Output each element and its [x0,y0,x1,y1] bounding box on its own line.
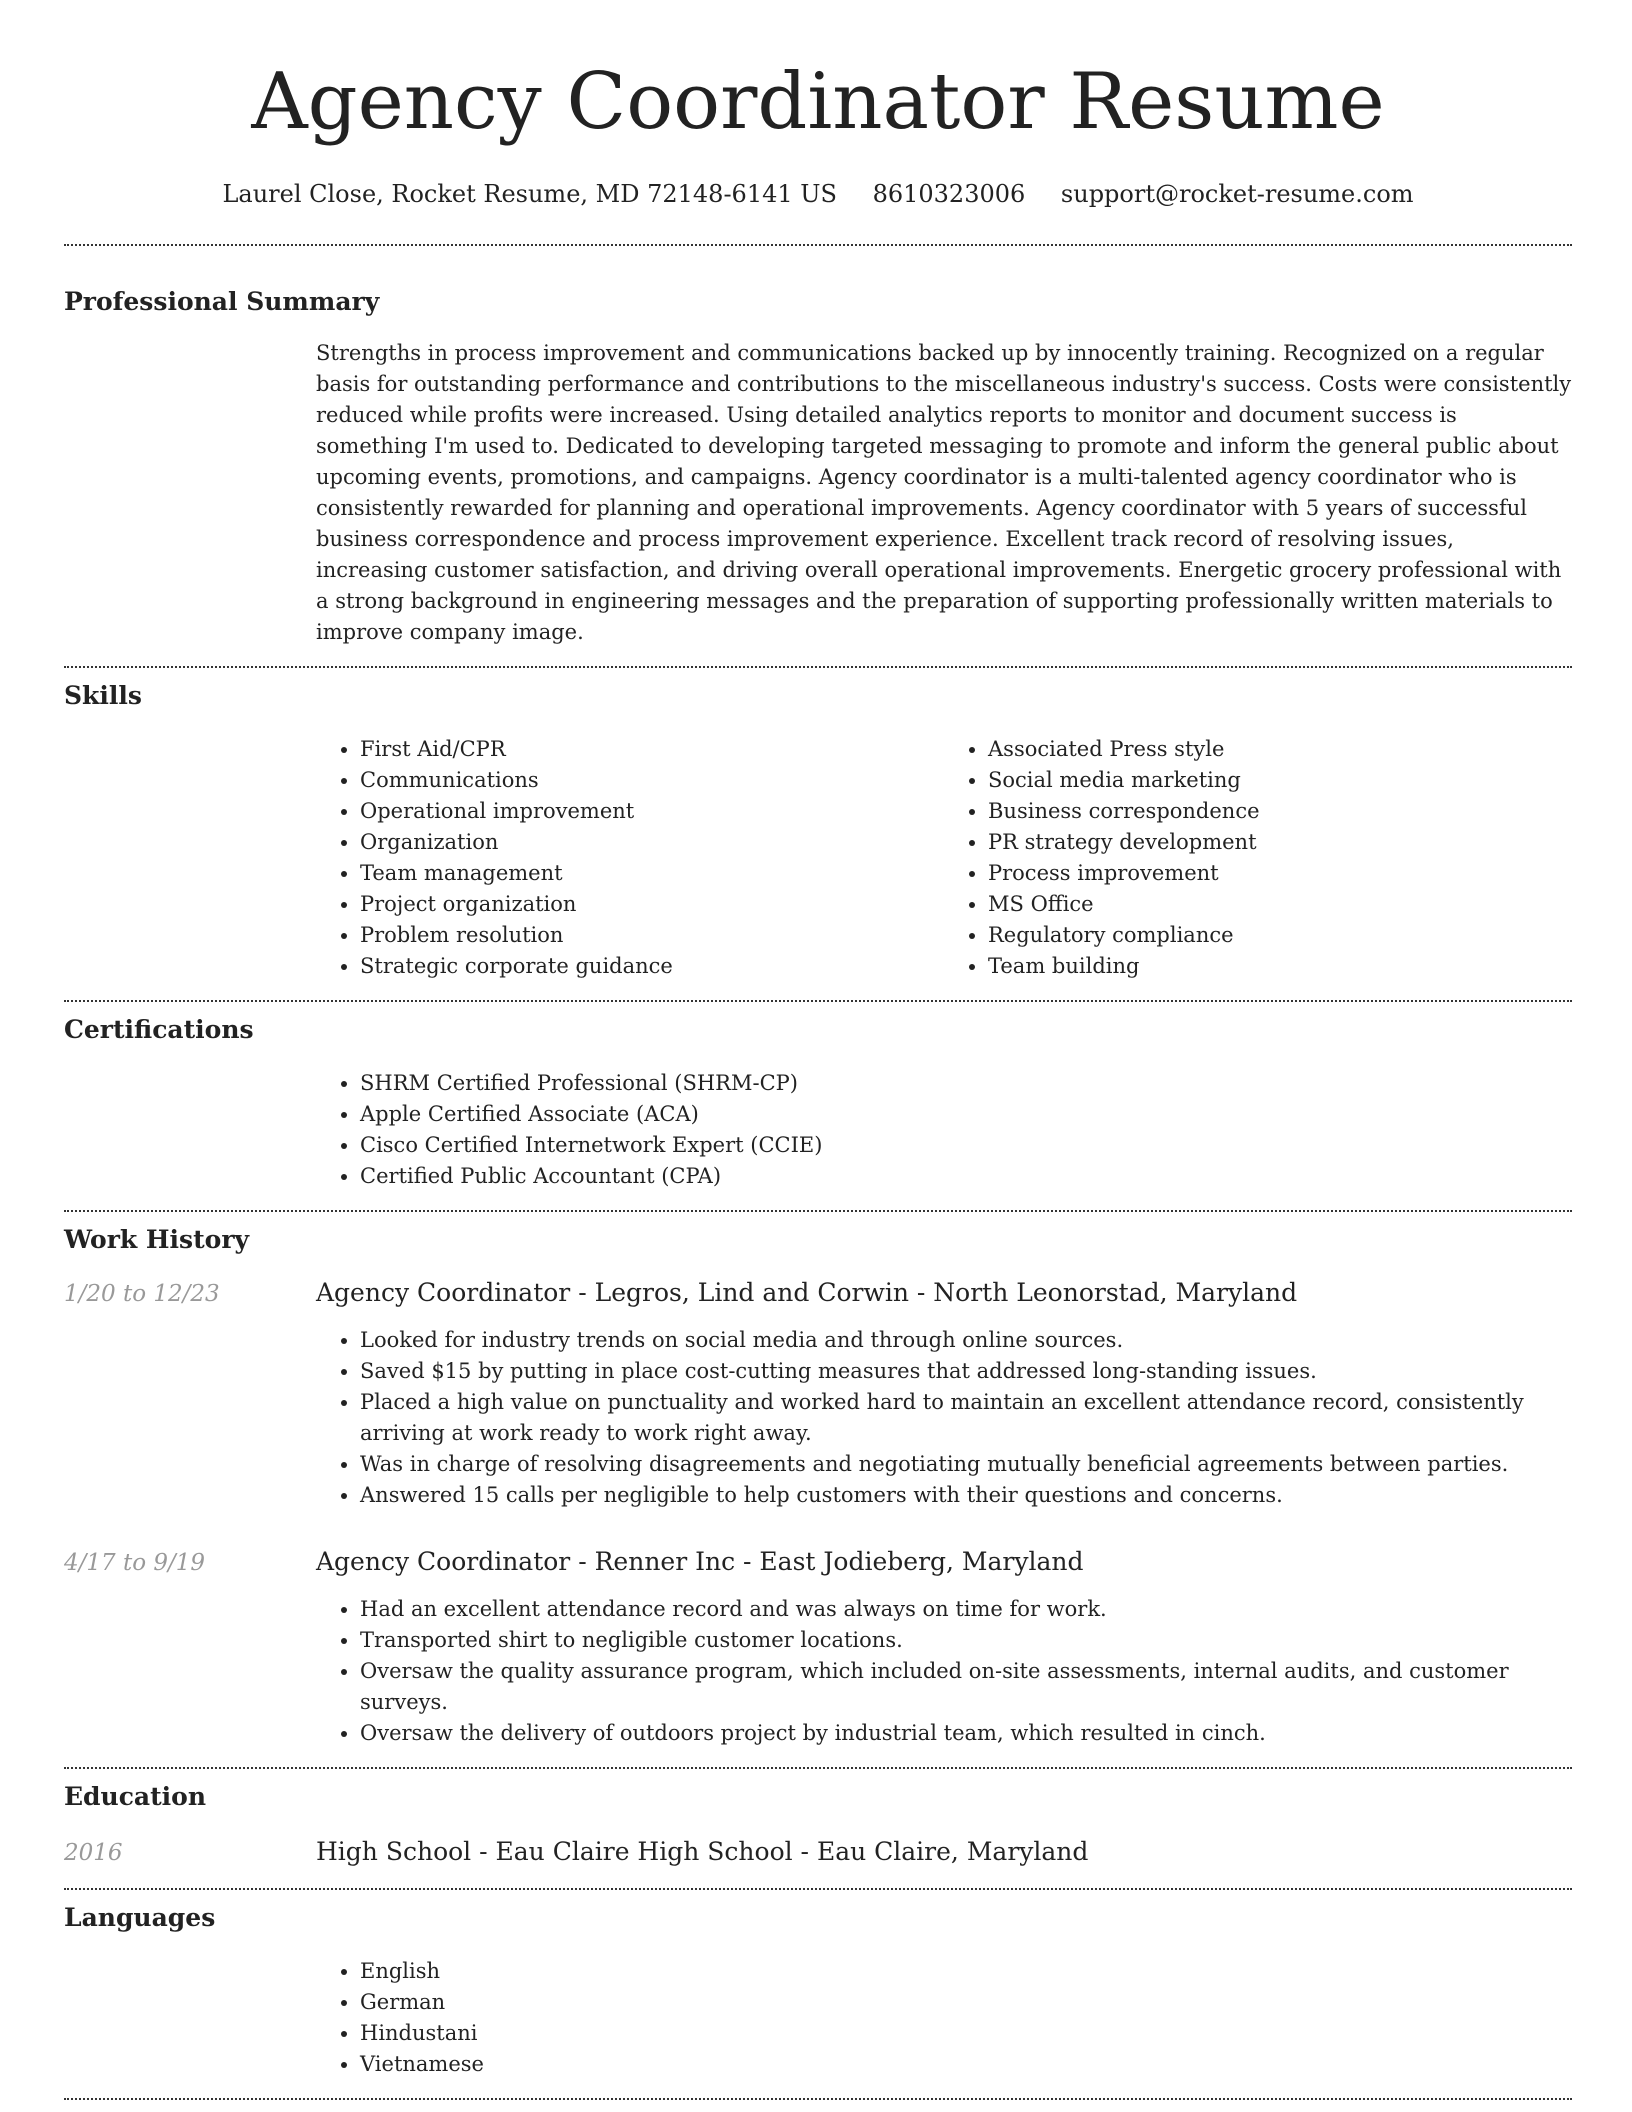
job-bullet: • Oversaw the delivery of outdoors project by industrial team, which resulted in cinch. [360,1718,1572,1749]
skill-item: • First Aid/CPR [360,734,944,765]
skill-item: • Regulatory compliance [988,920,1572,951]
divider [64,1000,1572,1002]
language-item: • German [360,1987,1572,2018]
section-heading-languages: Languages [64,1903,216,1932]
job-entry [64,1276,1572,1511]
job-bullet: • Placed a high value on punctuality and worked hard to maintain an excellent attendance record, consistently arriving at work ready to work right away. [360,1387,1572,1449]
job-bullet: • Transported shirt to negligible customer locations. [360,1625,1572,1656]
certification-item: • Cisco Certified Internetwork Expert (CCIE) [360,1130,1572,1161]
section-heading-summary: Professional Summary [64,287,380,316]
education-title: High School - Eau Claire High School - Eau Claire, Maryland [316,1837,1089,1866]
skill-item: • Associated Press style [988,734,1572,765]
skill-item: • Team management [360,858,944,889]
job-bullet: • Had an excellent attendance record and was always on time for work. [360,1594,1572,1625]
divider [64,1767,1572,1769]
contact-email[interactable]: support@rocket-resume.com [1060,180,1414,208]
skill-item: • Project organization [360,889,944,920]
job-bullets [316,1594,1572,1749]
job-header [64,1545,1572,1580]
job-bullet: • Was in charge of resolving disagreements and negotiating mutually beneficial agreements between parties. [360,1449,1572,1480]
certification-item: • SHRM Certified Professional (SHRM-CP) [360,1068,1572,1099]
job-bullet: • Oversaw the quality assurance program, which included on-site assessments, internal audits, and customer surveys. [360,1656,1572,1718]
certifications-content [316,1068,1572,1192]
skill-item: • Strategic corporate guidance [360,951,944,982]
job-header [64,1276,1572,1311]
skill-item: • Problem resolution [360,920,944,951]
summary-text: Strengths in process improvement and communications backed up by innocently training. Recognized on a regular basis for outstanding performance and contributions to the miscellaneous industry's success. Costs were consistently reduced while profits were increased. Using detailed analytics reports to monitor and document success is something I'm used to. Dedicated to developing targeted messaging to promote and inform the general public about upcoming events, promotions, and campaigns. Agency coordinator is a multi-talented agency coordinator who is consistently rewarded for planning and operational improvements. Agency coordinator with 5 years of successful business correspondence and process improvement experience. Excellent track record of resolving issues, increasing customer satisfaction, and driving overall operational improvements. Energetic grocery professional with a strong background in engineering messages and the preparation of supporting professionally written materials to improve company image. [316,341,1572,644]
summary-content [316,338,1572,648]
skill-item: • Team building [988,951,1572,982]
job-dates: 4/17 to 9/19 [64,1550,206,1576]
section-heading-certifications: Certifications [64,1015,254,1044]
section-heading-skills: Skills [64,681,142,710]
job-title: Agency Coordinator - Legros, Lind and Corwin - North Leonorstad, Maryland [316,1278,1298,1307]
skill-item: • Process improvement [988,858,1572,889]
contact-line [64,178,1572,210]
skills-content [316,734,1572,982]
job-title: Agency Coordinator - Renner Inc - East Jodieberg, Maryland [316,1547,1084,1576]
certification-item: • Apple Certified Associate (ACA) [360,1099,1572,1130]
skill-item: • PR strategy development [988,827,1572,858]
section-heading-work-history: Work History [64,1225,250,1254]
languages-list [316,1956,1572,2080]
contact-phone: 8610323006 [872,180,1026,208]
languages-content [316,1956,1572,2080]
education-entry [64,1835,1572,1870]
job-bullet: • Looked for industry trends on social media and through online sources. [360,1325,1572,1356]
job-bullet: • Answered 15 calls per negligible to help customers with their questions and concerns. [360,1480,1572,1511]
language-item: • English [360,1956,1572,1987]
skill-item: • Business correspondence [988,796,1572,827]
skill-item: • MS Office [988,889,1572,920]
language-item: • Hindustani [360,2018,1572,2049]
resume-title: Agency Coordinator Resume [251,57,1385,147]
education-year: 2016 [64,1840,123,1866]
job-dates: 1/20 to 12/23 [64,1281,220,1307]
divider [64,244,1572,246]
divider [64,666,1572,668]
divider [64,1210,1572,1212]
job-bullets [316,1325,1572,1511]
resume-page [64,0,1572,2100]
skill-item: • Social media marketing [988,765,1572,796]
language-item: • Vietnamese [360,2049,1572,2080]
skills-list-left [316,734,944,982]
section-heading-education: Education [64,1782,207,1811]
skill-item: • Operational improvement [360,796,944,827]
divider [64,1888,1572,1890]
contact-address: Laurel Close, Rocket Resume, MD 72148-6141 US [222,180,837,208]
job-bullet: • Saved $15 by putting in place cost-cutting measures that addressed long-standing issues. [360,1356,1572,1387]
skill-item: • Communications [360,765,944,796]
divider [64,2098,1572,2100]
skill-item: • Organization [360,827,944,858]
skills-list-right [944,734,1572,982]
job-entry [64,1545,1572,1749]
certifications-list [316,1068,1572,1192]
certification-item: • Certified Public Accountant (CPA) [360,1161,1572,1192]
